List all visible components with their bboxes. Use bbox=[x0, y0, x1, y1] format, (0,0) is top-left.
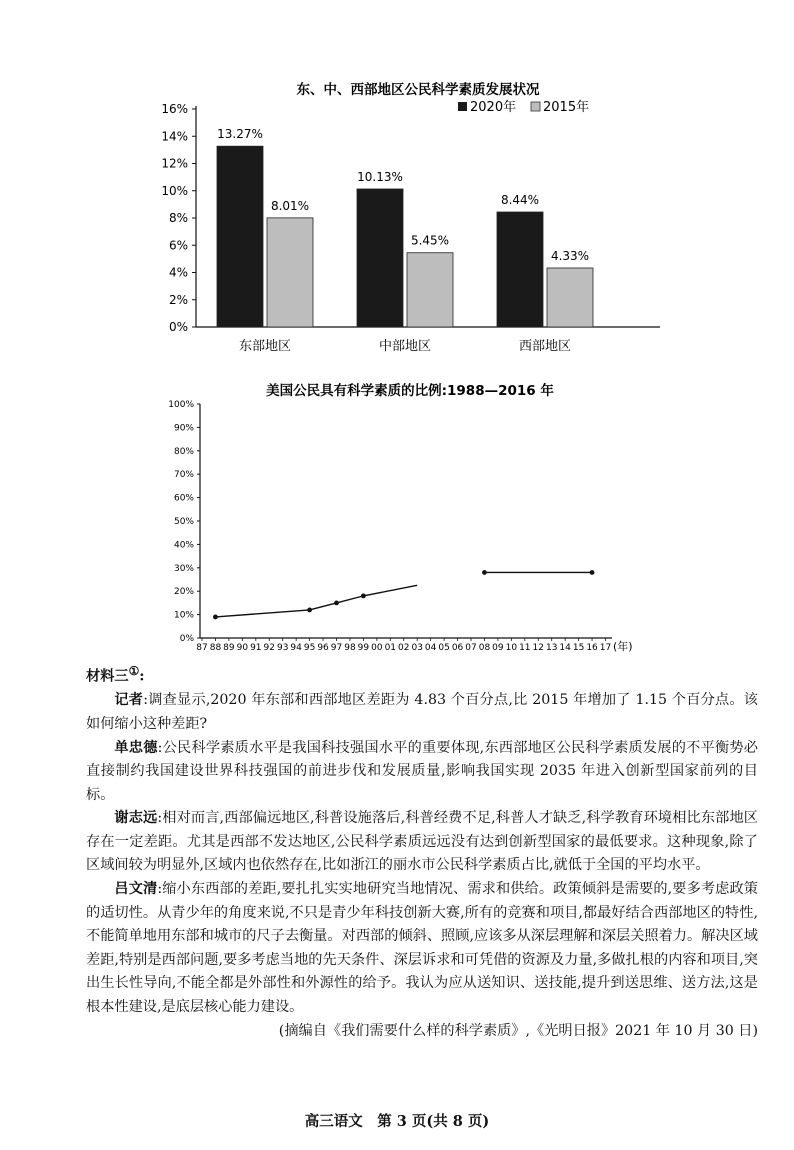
line-xtick-label: 03 bbox=[411, 643, 423, 653]
paragraph-text: 缩小东西部的差距,要扎扎实实地研究当地情况、需求和供给。政策倾斜是需要的,要多考虑政策的适切性。从青少年的角度来说,不只是青少年科技创新大赛,所有的竞赛和项目,都最好结合西部地区的特性,不能简单地用东部和城市的尺子去衡量。对西部的倾斜、照顾,应该多从深层理解和深层关照着力。解决区域差距,特别是西部问题,要多考虑当地的先天条件、深层诉求和可凭借的资源及力量,多做扎根的内容和项目,突出生长性导向,不能全都是外部性和外源性的给予。我认为应从送知识、送技能,提升到送思维、送方法,这是根本性建设,是底层核心能力建设。 bbox=[86, 881, 758, 1016]
line-ytick-label: 20% bbox=[173, 587, 194, 598]
line-ytick-label: 60% bbox=[173, 493, 194, 504]
bar-category-label: 西部地区 bbox=[518, 339, 572, 354]
line-xtick-label: 93 bbox=[276, 643, 289, 653]
line-data-point bbox=[590, 570, 595, 575]
line-xtick-label: 99 bbox=[357, 643, 370, 653]
line-xtick-label: 05 bbox=[438, 643, 450, 653]
material-heading: 材料三①: bbox=[86, 664, 145, 685]
paragraph-shan: 单忠德:公民科学素质水平是我国科技强国水平的重要体现,东西部地区公民科学素质发展的不平衡势必直接制约我国建设世界科技强国的前进步伐和发展质量,影响我国实现 2035 年进入创新型国家前列的目标。 bbox=[86, 739, 758, 803]
bar-ytick-label: 4% bbox=[168, 265, 188, 280]
bar-ytick-label: 12% bbox=[161, 156, 188, 171]
material-title: 材料三 bbox=[86, 668, 129, 685]
line-series-segment bbox=[215, 585, 417, 617]
line-xtick-label: 92 bbox=[263, 643, 275, 653]
line-xtick-label: 08 bbox=[478, 643, 491, 653]
line-xtick-label: 87 bbox=[196, 643, 208, 653]
bar-ytick-label: 2% bbox=[168, 292, 188, 307]
line-ytick-label: 10% bbox=[173, 610, 194, 621]
bar-category-label: 中部地区 bbox=[378, 339, 432, 354]
line-xtick-label: 02 bbox=[398, 643, 410, 653]
line-xtick-label: 12 bbox=[532, 643, 544, 653]
line-ytick-label: 30% bbox=[173, 563, 194, 574]
line-xtick-label: 17 bbox=[599, 643, 612, 653]
legend-label-2015: 2015年 bbox=[543, 100, 590, 115]
paragraph-reporter: 记者:调查显示,2020 年东部和西部地区差距为 4.83 个百分点,比 2015 年增加了 1.15 个百分点。该如何缩小这种差距? bbox=[86, 692, 758, 732]
line-xtick-label: 13 bbox=[545, 643, 558, 653]
bar-ytick-label: 10% bbox=[161, 183, 188, 198]
line-xtick-label: 95 bbox=[303, 643, 316, 653]
bar-data-label: 13.27% bbox=[217, 127, 263, 142]
line-xtick-label: 90 bbox=[236, 643, 249, 653]
paragraph-lv: 吕文清:缩小东西部的差距,要扎扎实实地研究当地情况、需求和供给。政策倾斜是需要的,要多考虑政策的适切性。从青少年的角度来说,不只是青少年科技创新大赛,所有的竞赛和项目,都最好结合西部地区的特性,不能简单地用东部和城市的尺子去衡量。对西部的倾斜、照顾,应该多从深层理解和深层关照着力。解决区域差距,特别是西部问题,要多考虑当地的先天条件、深层诉求和可凭借的资源及力量,多做扎根的内容和项目,突出生长性导向,不能全都是外部性和外源性的给予。我认为应从送知识、送技能,提升到送思维、送方法,这是根本性建设,是底层核心能力建设。 bbox=[86, 881, 758, 1016]
line-xtick-label: 91 bbox=[250, 643, 262, 653]
bar-chart-title: 东、中、西部地区公民科学素质发展状况 bbox=[296, 82, 540, 98]
line-xtick-label: 97 bbox=[330, 643, 343, 653]
speaker-name: 单忠德 bbox=[114, 739, 158, 756]
bar-data-label: 8.44% bbox=[500, 193, 540, 208]
line-data-point bbox=[482, 570, 487, 575]
bar-data-label: 8.01% bbox=[270, 198, 310, 213]
line-xtick-label: 10 bbox=[505, 643, 518, 653]
line-ytick-label: 50% bbox=[173, 517, 194, 527]
line-xtick-label: 16 bbox=[586, 643, 598, 653]
line-ytick-label: 100% bbox=[168, 400, 194, 410]
line-xtick-label: 96 bbox=[317, 643, 329, 653]
article bbox=[86, 660, 758, 1043]
page-footer: 高三语文 第 3 页(共 8 页) bbox=[304, 1113, 490, 1130]
line-xtick-label: 07 bbox=[465, 643, 477, 653]
line-xtick-label: 94 bbox=[290, 643, 302, 653]
footnote-mark: ① bbox=[128, 664, 140, 678]
line-data-point bbox=[334, 601, 339, 606]
bar-data-label: 10.13% bbox=[357, 169, 403, 184]
line-xtick-label: 11 bbox=[519, 643, 531, 653]
line-xtick-label: 98 bbox=[344, 643, 356, 653]
paragraph-text: 公民科学素质水平是我国科技强国水平的重要体现,东西部地区公民科学素质发展的不平衡势必直接制约我国建设世界科技强国的前进步伐和发展质量,影响我国实现 2035 年进入创新型国家前列的目标。 bbox=[86, 739, 758, 803]
source-citation: (摘编自《我们需要什么样的科学素质》,《光明日报》2021 年 10 月 30 日) bbox=[278, 1022, 758, 1039]
line-data-point bbox=[361, 593, 366, 598]
line-data-point bbox=[307, 608, 312, 613]
line-ytick-label: 40% bbox=[173, 540, 194, 551]
speaker-name: 记者 bbox=[114, 692, 144, 709]
line-xtick-label: 04 bbox=[424, 643, 437, 653]
bar-ytick-label: 0% bbox=[168, 320, 188, 334]
line-xtick-label: 15 bbox=[572, 643, 585, 653]
line-xtick-label: 01 bbox=[384, 643, 397, 653]
paragraph-text: 调查显示,2020 年东部和西部地区差距为 4.83 个百分点,比 2015 年增加了 1.15 个百分点。该如何缩小这种差距? bbox=[86, 692, 758, 732]
bar-data-label: 4.33% bbox=[550, 249, 590, 264]
line-ytick-label: 90% bbox=[173, 423, 194, 434]
bar-ytick-label: 6% bbox=[168, 238, 188, 253]
paragraph-xie: 谢志远:相对而言,西部偏远地区,科普设施落后,科普经费不足,科普人才缺乏,科学教育环境相比东部地区存在一定差距。尤其是西部不发达地区,公民科学素质远远没有达到创新型国家的最低要求。这种现象,除了区域间较为明显外,区域内也依然存在,比如浙江的丽水市公民科学素质占比,就低于全国的平均水平。 bbox=[86, 810, 758, 874]
bar-ytick-label: 14% bbox=[161, 129, 188, 144]
line-ytick-label: 80% bbox=[173, 446, 194, 457]
bar-ytick-label: 16% bbox=[161, 102, 188, 116]
speaker-name: 吕文清 bbox=[114, 881, 158, 898]
line-xtick-label: 09 bbox=[492, 643, 504, 653]
bar-data-label: 5.45% bbox=[410, 233, 450, 248]
line-x-axis-label: (年) bbox=[613, 640, 633, 653]
speaker-name: 谢志远 bbox=[114, 810, 158, 827]
line-xtick-label: 89 bbox=[223, 643, 235, 653]
line-xtick-label: 14 bbox=[559, 643, 571, 653]
line-data-point bbox=[213, 615, 218, 620]
line-ytick-label: 70% bbox=[173, 470, 194, 481]
bar-ytick-label: 8% bbox=[168, 211, 188, 225]
paragraph-text: 相对而言,西部偏远地区,科普设施落后,科普经费不足,科普人才缺乏,科学教育环境相比东部地区存在一定差距。尤其是西部不发达地区,公民科学素质远远没有达到创新型国家的最低要求。这种现象,除了区域间较为明显外,区域内也依然存在,比如浙江的丽水市公民科学素质占比,就低于全国的平均水平。 bbox=[86, 810, 758, 874]
line-xtick-label: 00 bbox=[371, 643, 383, 653]
line-ytick-label: 0% bbox=[179, 634, 194, 644]
legend-label-2020: 2020年 bbox=[470, 100, 517, 115]
line-chart-title: 美国公民具有科学素质的比例:1988—2016 年 bbox=[266, 383, 554, 399]
line-xtick-label: 88 bbox=[209, 643, 222, 653]
bar-category-label: 东部地区 bbox=[238, 339, 292, 354]
line-xtick-label: 06 bbox=[451, 643, 464, 653]
